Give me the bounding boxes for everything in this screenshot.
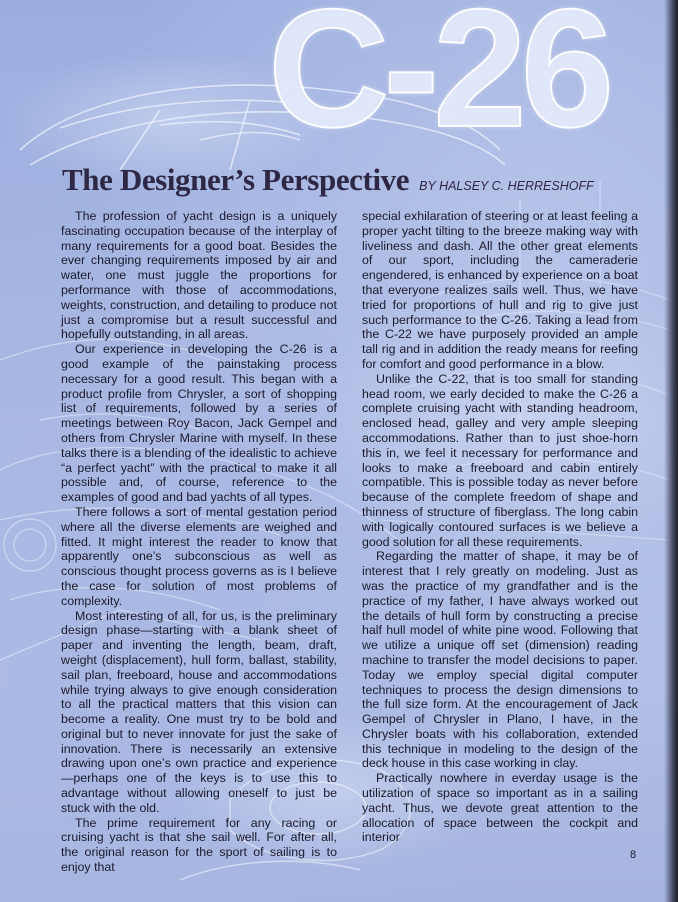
article-column-right <box>362 209 638 845</box>
paragraph: The prime requirement for any racing or cruising yacht is that she sail well. For after all, the original reason for the sport of sailing is to enjoy that <box>61 815 337 875</box>
paragraph: Practically nowhere in everday usage is the utilization of space so important as in a sailing yacht. Thus, we devote great attention to the allocation of space between the cockpit and interior <box>362 771 638 845</box>
paragraph: Unlike the C-22, that is too small for standing head room, we early decided to make the C-26 a complete cruising yacht with standing headroom, enclosed head, galley and very ample sleeping accommodations. Rather than to just shoe-horn this in, we feel it necessary for performance and looks to make a freeboard and cabin entirely compatible. This is possible today as never before because of the complete freedom of shape and thinness of structure of fiberglass. The long cabin with logically contoured surfaces is we believe a good solution for all these requirements. <box>362 371 638 549</box>
page-number: 8 <box>630 849 637 861</box>
article-headline <box>62 162 662 202</box>
paragraph: There follows a sort of mental gestation period where all the diverse elements are weighed and fitted. It might interest the reader to know that apparently one’s subconscious as well as conscious thought process governs as is I believe the case for solution of most problems of complexity. <box>61 504 337 608</box>
article-column-left <box>61 209 337 875</box>
paragraph: Most interesting of all, for us, is the preliminary design phase—starting with a blank sheet of paper and inventing the length, beam, draft, weight (displacement), hull form, ballast, stability, sail plan, freeboard, house and accommodations while trying always to give enough consideration to all the practical matters that this vision can become a reality. One must try to be bold and original but to never innovate for just the sake of innovation. There is necessarily an extensive drawing upon one’s own practice and experience—perhaps one of the keys is to use this to advantage without allowing oneself to just be stuck with the old. <box>61 608 337 815</box>
paragraph: Regarding the matter of shape, it may be of interest that I rely greatly on modeling. Just as was the practice of my grandfather and is the practice of my father, I have always worked out the details of hull form by constructing a precise half hull model of white pine wood. Following that we utilize a unique off set (dimension) reading machine to transfer the model decisions to paper. Today we employ special digital computer techniques to process the design dimensions to the full size form. At the encouragement of Jack Gempel of Chrysler in Plano, I have, in the Chrysler boats with his collaboration, extended this technique in modeling to the design of the deck house in this case working in clay. <box>362 549 638 771</box>
paragraph: special exhilaration of steering or at least feeling a proper yacht tilting to the breeze making way with liveliness and dash. All the other great elements of our sport, including the cameraderie engendered, is enhanced by experience on a boat that everyone realizes sails well. Thus, we have tried for proportions of hull and rig to give just such performance to the C-26. Taking a lead from the C-22 we have purposely provided an ample tall rig and in addition the ready means for reefing for comfort and good performance in a blow. <box>362 209 638 371</box>
byline: BY HALSEY C. HERRESHOFF <box>419 179 594 193</box>
article-title: The Designer’s Perspective <box>62 162 410 197</box>
paragraph: The profession of yacht design is a uniquely fascinating occupation because of the interplay of many requirements for a good boat. Besides the ever changing requirements imposed by air and water, one must juggle the proportions for performance with those of accommodations, weights, construction, and detailing to produce not just a compromise but a result successful and hopefully outstanding, in all areas. <box>61 209 337 342</box>
paragraph: Our experience in developing the C-26 is a good example of the painstaking process necessary for a good result. This began with a product profile from Chrysler, a sort of shopping list of requirements, followed by a series of meetings between Roy Bacon, Jack Gempel and others from Chrysler Marine with myself. In these talks there is a blending of the idealistic to achieve “a perfect yacht” with the practical to make it all possible and, of course, reference to the examples of good and bad yachts of all types. <box>61 342 337 505</box>
model-title: C-26 <box>268 0 609 162</box>
